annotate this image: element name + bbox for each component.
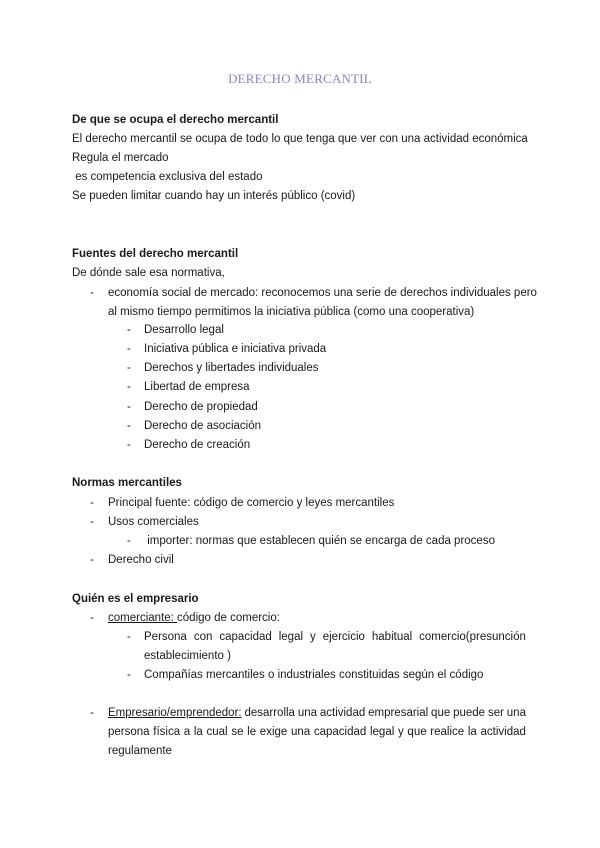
- bullet-dash: -: [90, 516, 94, 528]
- word: física: [153, 726, 181, 738]
- word: puede: [453, 707, 486, 719]
- sub-list-item: Iniciativa pública e iniciativa privada: [144, 343, 327, 355]
- word: ser: [487, 707, 504, 719]
- sub-list-item: Derecho de propiedad: [144, 401, 258, 413]
- list-item-text: [108, 611, 280, 625]
- word: una: [506, 707, 526, 719]
- word: a: [183, 726, 191, 738]
- bullet-dash: -: [127, 439, 131, 451]
- word: la: [467, 726, 477, 738]
- word: habitual: [371, 631, 413, 643]
- word: capacidad: [313, 726, 367, 738]
- sub-list-item: Desarrollo legal: [144, 324, 224, 336]
- document-title: DERECHO MERCANTIL: [228, 71, 372, 86]
- sub-list-item: Compañías mercantiles o industriales constituidas según el código: [144, 669, 484, 681]
- bullet-dash: -: [90, 554, 94, 566]
- list-item-justified: [108, 725, 526, 739]
- bullet-dash: -: [127, 343, 131, 355]
- list-item-text: economía social de mercado: reconocemos una serie de derechos individuales pero: [108, 287, 537, 299]
- list-item-text: al mismo tiempo permitimos la iniciativa pública (como una cooperativa): [108, 306, 475, 318]
- bullet-dash: -: [127, 669, 131, 681]
- section-heading-normas: Normas mercantiles: [72, 477, 182, 489]
- word: Persona: [144, 631, 187, 643]
- bullet-dash: -: [90, 497, 94, 509]
- bullet-dash: -: [127, 381, 131, 393]
- section-heading-fuentes: Fuentes del derecho mercantil: [72, 248, 239, 260]
- section-heading-empresario: Quién es el empresario: [72, 593, 199, 605]
- list-item-text: Derecho civil: [108, 554, 174, 566]
- bullet-dash: -: [127, 631, 131, 643]
- section-heading-ocupa: De que se ocupa el derecho mercantil: [72, 114, 279, 126]
- word: persona: [108, 726, 150, 738]
- sub-list-item: establecimiento ): [144, 650, 231, 662]
- word: la: [193, 726, 203, 738]
- word: una: [290, 726, 311, 738]
- word: legal: [278, 631, 304, 643]
- word: exige: [259, 726, 288, 738]
- list-item-text: regulamente: [108, 745, 172, 757]
- list-item-text: Usos comerciales: [108, 516, 199, 528]
- word: con: [193, 631, 213, 643]
- word: que: [431, 707, 451, 719]
- term-comerciante: comerciante:: [108, 612, 178, 624]
- list-item-text: Principal fuente: código de comercio y leyes mercantiles: [108, 497, 395, 509]
- word: una: [297, 707, 317, 719]
- paragraph-line: es competencia exclusiva del estado: [72, 171, 263, 183]
- sub-list-item: Derecho de creación: [144, 439, 251, 451]
- bullet-dash: -: [127, 401, 131, 413]
- bullet-dash: -: [127, 420, 131, 432]
- paragraph-line: El derecho mercantil se ocupa de todo lo que tenga que ver con una actividad económica: [72, 133, 528, 145]
- word: le: [247, 726, 257, 738]
- sub-list-item: Derechos y libertades individuales: [144, 362, 319, 374]
- sub-list-item: Libertad de empresa: [144, 381, 250, 393]
- term-definition: código de comercio:: [177, 612, 280, 624]
- bullet-dash: -: [127, 362, 131, 374]
- sub-list-item-justified: [144, 630, 526, 644]
- word: que: [407, 726, 427, 738]
- word: y: [310, 631, 316, 643]
- sub-list-item: importer: normas que establecen quién se encarga de cada proceso: [144, 535, 495, 547]
- bullet-dash: -: [90, 287, 94, 299]
- paragraph-line: Se pueden limitar cuando hay un interés público (covid): [72, 190, 356, 202]
- word: desarrolla: [244, 707, 295, 719]
- word: realice: [430, 726, 465, 738]
- list-item-justified: [108, 706, 526, 720]
- paragraph-line: De dónde sale esa normativa,: [72, 267, 225, 279]
- paragraph-line: Regula el mercado: [72, 152, 169, 164]
- bullet-dash: -: [127, 324, 131, 336]
- word: legal: [369, 726, 395, 738]
- sub-list-item: Derecho de asociación: [144, 420, 261, 432]
- word: se: [231, 726, 244, 738]
- word: capacidad: [219, 631, 272, 643]
- word: actividad: [480, 726, 526, 738]
- word: comercio(presunción: [419, 631, 526, 643]
- word: cual: [206, 726, 228, 738]
- bullet-dash: -: [90, 612, 94, 624]
- word: y: [397, 726, 404, 738]
- word: actividad: [319, 707, 366, 719]
- word: ejercicio: [322, 631, 365, 643]
- bullet-dash: -: [90, 707, 94, 719]
- bullet-dash: -: [127, 535, 131, 547]
- word: empresarial: [368, 707, 429, 719]
- term-empresario: Empresario/emprendedor:: [108, 707, 242, 719]
